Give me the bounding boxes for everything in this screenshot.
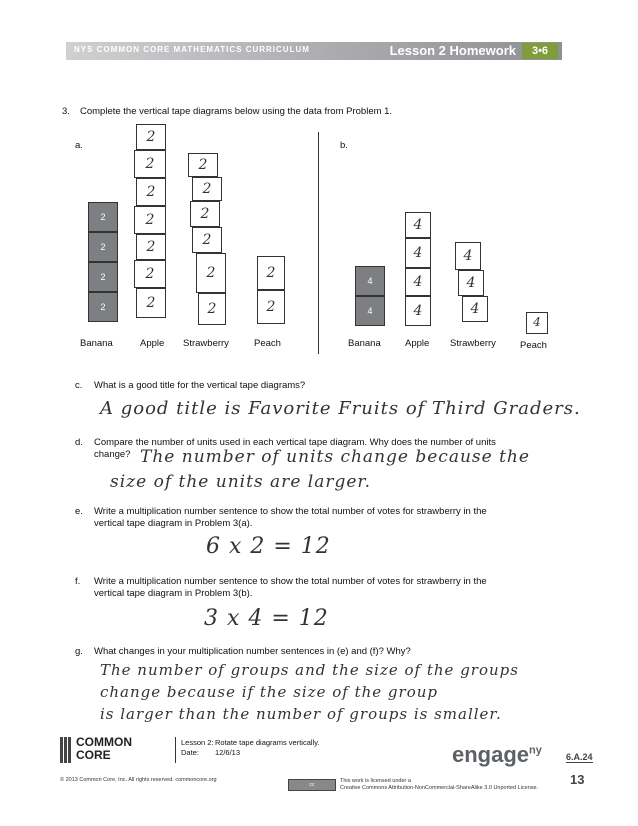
- tape-unit-handwritten: 4: [405, 238, 431, 268]
- tape-unit-handwritten: 2: [192, 227, 222, 253]
- question-d-label: d.: [75, 437, 83, 448]
- creative-commons-badge: cc: [288, 779, 336, 791]
- fruit-label: Apple: [405, 338, 430, 349]
- question-e-label: e.: [75, 506, 83, 517]
- license-text: [340, 778, 538, 792]
- diagram-divider: [318, 132, 319, 354]
- question-c-label: c.: [75, 380, 83, 391]
- tape-unit: 2: [88, 232, 118, 262]
- copyright-text: © 2013 Common Core, Inc. All rights reserved. commoncore.org: [60, 777, 217, 783]
- tape-unit: 4: [355, 296, 385, 326]
- question-d-answer-1: The number of units change because the: [140, 447, 530, 467]
- tape-unit-handwritten: 2: [136, 124, 166, 150]
- tape-unit: 2: [88, 292, 118, 322]
- tape-unit-handwritten: 4: [405, 268, 431, 296]
- page-number: 13: [570, 772, 585, 787]
- question-e-answer: 6 x 2 = 12: [206, 534, 331, 559]
- part-b-label: b.: [340, 140, 348, 151]
- date-key: Date:: [181, 748, 199, 757]
- question-g-label: g.: [75, 646, 83, 657]
- fruit-label: Peach: [254, 338, 281, 349]
- tape-unit-handwritten: 4: [405, 212, 431, 238]
- fruit-label: Peach: [520, 340, 547, 351]
- tape-unit-handwritten: 2: [196, 253, 226, 293]
- license-line-2: Creative Commons Attribution-NonCommercial-ShareAlike 3.0 Unported License.: [340, 785, 539, 791]
- tape-unit-handwritten: 2: [136, 234, 166, 260]
- question-e-text-1: Write a multiplication number sentence to show the total number of votes for strawberry in the: [94, 506, 487, 517]
- tape-unit-handwritten: 2: [192, 177, 222, 201]
- fruit-label: Apple: [140, 338, 165, 349]
- brand-line-1: COMMON: [76, 735, 132, 749]
- question-f-answer: 3 x 4 = 12: [204, 606, 329, 631]
- header-banner: [66, 42, 562, 60]
- tape-unit-handwritten: 4: [462, 296, 488, 322]
- tape-unit-handwritten: 2: [136, 288, 166, 318]
- question-e-text-2: vertical tape diagram in Problem 3(a).: [94, 518, 253, 529]
- tape-unit-handwritten: 2: [134, 260, 166, 288]
- common-core-brand: [76, 736, 132, 762]
- engage-text: engage: [452, 742, 530, 767]
- tape-unit: 2: [88, 262, 118, 292]
- fruit-label: Banana: [348, 338, 381, 349]
- module-code: 6.A.24: [566, 752, 593, 762]
- curriculum-title: NYS COMMON CORE MATHEMATICS CURRICULUM: [74, 45, 310, 54]
- part-a-label: a.: [75, 140, 83, 151]
- tape-unit-handwritten: 2: [134, 206, 166, 234]
- question-d-answer-2: size of the units are larger.: [110, 472, 372, 492]
- question-d-text-2: change?: [94, 449, 131, 460]
- tape-unit-handwritten: 4: [455, 242, 481, 270]
- lesson-code-badge: 3•6: [522, 43, 558, 59]
- tape-unit-handwritten: 2: [188, 153, 218, 177]
- tape-unit-handwritten: 4: [458, 270, 484, 296]
- footer-lesson-info: [181, 738, 320, 758]
- problem-number: 3.: [62, 106, 70, 117]
- fruit-label: Strawberry: [450, 338, 496, 349]
- question-f-text-1: Write a multiplication number sentence to show the total number of votes for strawberry in the: [94, 576, 487, 587]
- question-f-label: f.: [75, 576, 81, 587]
- problem-prompt: Complete the vertical tape diagrams below using the data from Problem 1.: [80, 106, 393, 117]
- tape-unit-handwritten: 4: [526, 312, 548, 334]
- engage-ny-logo: [452, 742, 542, 768]
- license-line-1: This work is licensed under a: [340, 778, 411, 784]
- tape-unit-handwritten: 2: [136, 178, 166, 206]
- lesson-key: Lesson 2:: [181, 738, 214, 747]
- brand-line-2: CORE: [76, 748, 111, 762]
- tape-unit-handwritten: 2: [257, 290, 285, 324]
- tape-unit: 4: [355, 266, 385, 296]
- common-core-logo-icon: [60, 737, 72, 763]
- fruit-label: Banana: [80, 338, 113, 349]
- tape-unit-handwritten: 4: [405, 296, 431, 326]
- question-c-answer: A good title is Favorite Fruits of Third Graders.: [100, 398, 581, 419]
- fruit-label: Strawberry: [183, 338, 229, 349]
- question-g-text: What changes in your multiplication number sentences in (e) and (f)? Why?: [94, 646, 411, 657]
- question-g-answer-2: change because if the size of the group: [100, 683, 438, 701]
- tape-unit-handwritten: 2: [190, 201, 220, 227]
- tape-unit: 2: [88, 202, 118, 232]
- lesson-title: Lesson 2 Homework: [389, 43, 516, 58]
- question-d-text-1: Compare the number of units used in each vertical tape diagram. Why does the number of units: [94, 437, 496, 448]
- date-value: 12/6/13: [215, 748, 241, 757]
- tape-unit-handwritten: 2: [257, 256, 285, 290]
- footer-divider: [175, 737, 176, 763]
- tape-unit-handwritten: 2: [198, 293, 226, 325]
- lesson-value: Rotate tape diagrams vertically.: [215, 738, 320, 747]
- ny-text: ny: [529, 744, 542, 757]
- tape-unit-handwritten: 2: [134, 150, 166, 178]
- question-g-answer-3: is larger than the number of groups is smaller.: [100, 705, 502, 723]
- question-c-text: What is a good title for the vertical tape diagrams?: [94, 380, 306, 391]
- question-f-text-2: vertical tape diagram in Problem 3(b).: [94, 588, 253, 599]
- question-g-answer-1: The number of groups and the size of the groups: [100, 661, 519, 679]
